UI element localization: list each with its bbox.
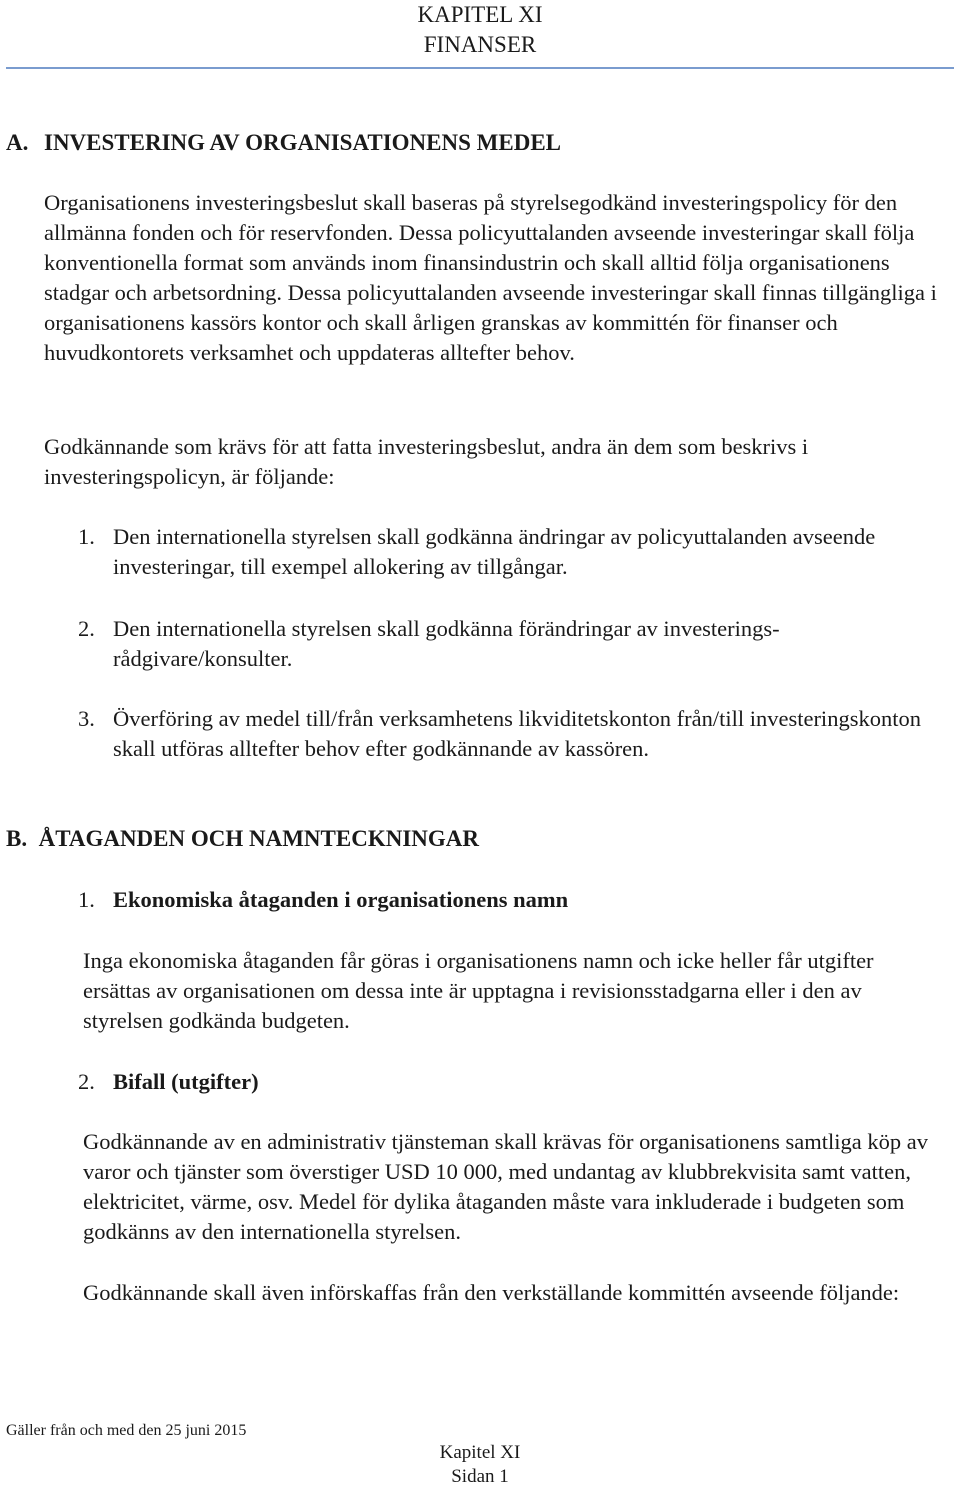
page-footer [0, 1441, 960, 1489]
section-a-heading [6, 128, 561, 158]
section-a-title: INVESTERING AV ORGANISATIONENS MEDEL [44, 130, 561, 155]
subsection-1-number: 1. [78, 887, 95, 912]
subsection-2-heading [78, 1067, 259, 1097]
list-item [78, 522, 948, 582]
chapter-title: FINANSER [423, 32, 537, 57]
subsection-2-number: 2. [78, 1069, 95, 1094]
subsection-1-text: Inga ekonomiska åtaganden får göras i organisationens namn och icke heller får utgifter ersättas av organisationen om dessa inte är upptagna i revisionsstadgarna eller i den av styrelsen godkända budgeten. [83, 948, 874, 1033]
section-a-paragraph-1: Organisationens investeringsbeslut skall baseras på styrelsegodkänd investeringspolicy för den allmänna fonden och för reservfonden. Dessa policyuttalanden avseende investeringar skall följa konventionella format som används inom finansindustrin och skall alltid följa organisationens stadgar och arbetsordning. Dessa policyuttalanden avseende investeringar skall finnas tillgängliga i organisationens kassörs kontor och skall årligen granskas av kommittén för finanser och huvudkontorets verksamhet och uppdateras alltefter behov. [44, 190, 937, 365]
page-header [0, 0, 960, 60]
list-item-number: 3. [78, 706, 95, 731]
subsection-2-text-1: Godkännande av en administrativ tjänsteman skall krävas för organisationens samtliga köp av varor och tjänster som överstiger USD 10 000, med undantag av klubbrekvisita samt vatten, elektricitet, värme, osv. Medel för dylika åtaganden måste vara inkluderade i budgeten som godkänns av den internationella styrelsen. [83, 1129, 928, 1244]
footer-chapter: Kapitel XI [439, 1442, 521, 1463]
footer-page-number: Sidan 1 [451, 1466, 509, 1487]
list-item-text: Överföring av medel till/från verksamhetens likviditetskonton från/till investeringskonton skall utföras alltefter behov efter godkännande av kassören. [113, 706, 921, 761]
header-divider [6, 67, 954, 69]
section-a-paragraph-2: Godkännande som krävs för att fatta investeringsbeslut, andra än dem som beskrivs i investeringspolicyn, är följande: [44, 434, 809, 489]
section-a-letter: A. [6, 130, 29, 155]
section-b-title: ÅTAGANDEN OCH NAMNTECKNINGAR [38, 826, 480, 851]
chapter-label: KAPITEL XI [417, 2, 543, 27]
list-item-number: 1. [78, 524, 95, 549]
list-item [78, 614, 948, 674]
list-item-text: Den internationella styrelsen skall godkänna ändringar av policyuttalanden avseende investeringar, till exempel allokering av tillgångar. [113, 524, 876, 579]
footer-effective-date: Gäller från och med den 25 juni 2015 [6, 1422, 247, 1439]
subsection-2-text-2: Godkännande skall även införskaffas från den verkställande kommittén avseende följande: [83, 1280, 900, 1305]
section-b-letter: B. [6, 826, 28, 851]
list-item [78, 704, 948, 764]
list-item-text: Den internationella styrelsen skall godkänna förändringar av investerings-rådgivare/konsulter. [113, 616, 780, 671]
section-b-heading [6, 824, 479, 854]
subsection-1-heading [78, 885, 568, 915]
subsection-1-title: Ekonomiska åtaganden i organisationens namn [113, 887, 569, 912]
list-item-number: 2. [78, 616, 95, 641]
subsection-2-title: Bifall (utgifter) [113, 1069, 259, 1094]
